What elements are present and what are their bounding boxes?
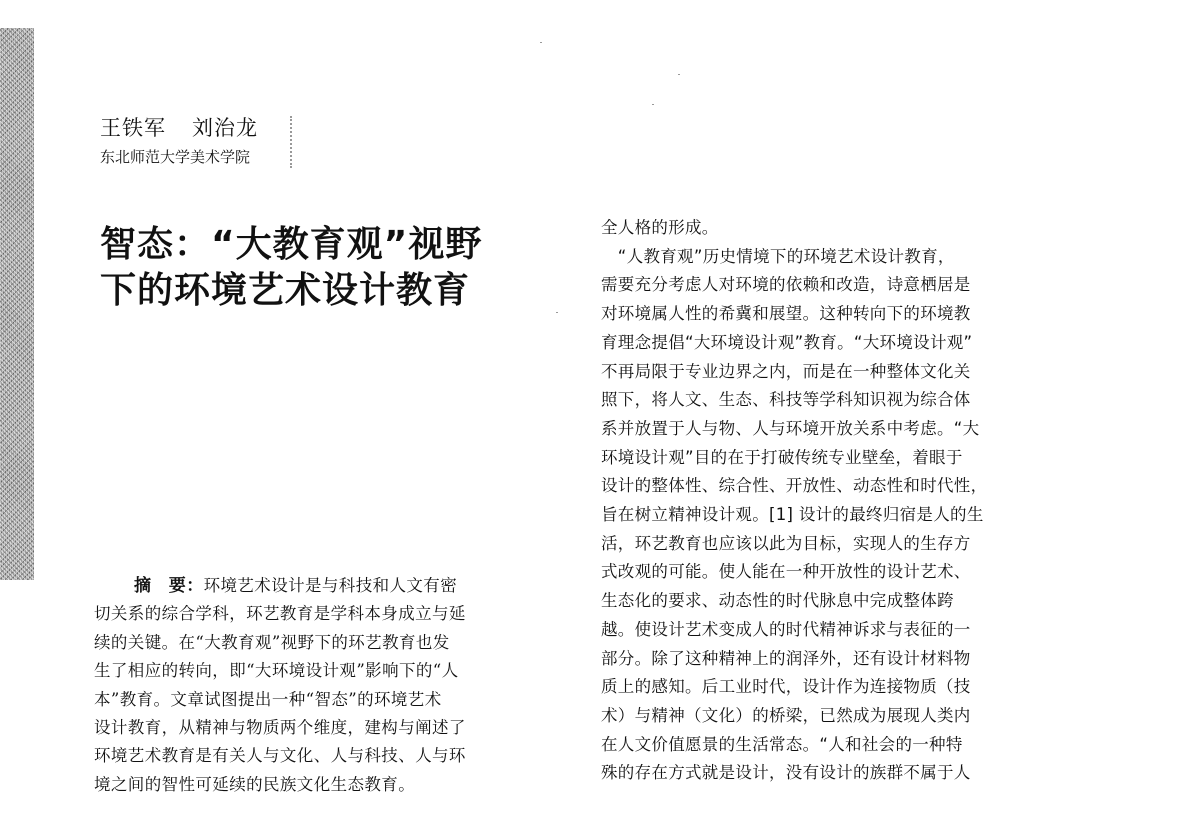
abstract-line: 本”教育。文章试图提出一种“智态”的环境艺术 <box>94 689 442 709</box>
title-line: 下的环境艺术设计教育 <box>100 270 471 311</box>
body-line: 旨在树立精神设计观。[1] 设计的最终归宿是人的生 <box>601 505 984 525</box>
body-line: 育理念提倡“大环境设计观”教育。“大环境设计观” <box>601 332 973 352</box>
body-line: 环境设计观”目的在于打破传统专业壁垒，着眼于 <box>601 447 963 467</box>
abstract-line: 设计教育，从精神与物质两个维度，建构与阐述了 <box>94 718 466 738</box>
body-line: 设计的整体性、综合性、开放性、动态性和时代性， <box>601 476 988 496</box>
abstract-line: 生了相应的转向，即“大环境设计观”影响下的“人 <box>94 661 459 681</box>
body-line: 生态化的要求、动态性的时代脉息中完成整体跨 <box>601 591 954 611</box>
dotted-separator <box>290 116 293 168</box>
scan-speck <box>540 42 542 43</box>
body-line: 式改观的可能。使人能在一种开放性的设计艺术、 <box>601 562 971 582</box>
body-line: 活，环艺教育也应该以此为目标，实现人的生存方 <box>601 533 971 553</box>
body-line: 需要充分考虑人对环境的依赖和改造，诗意栖居是 <box>601 275 971 295</box>
body-line: “人教育观”历史情境下的环境艺术设计教育， <box>601 246 955 266</box>
author-name: 刘治龙 <box>192 116 258 140</box>
body-line: 殊的存在方式就是设计，没有设计的族群不属于人 <box>601 763 971 783</box>
abstract-line: 切关系的综合学科，环艺教育是学科本身成立与延 <box>94 604 466 624</box>
author-name: 王铁军 <box>100 116 166 140</box>
abstract-line: 环境艺术教育是有关人与文化、人与科技、人与环 <box>94 746 466 766</box>
article-title <box>100 222 560 314</box>
scan-speck <box>678 74 680 75</box>
body-line: 术）与精神（文化）的桥梁，已然成为展现人类内 <box>601 705 971 725</box>
abstract-line: 境之间的智性可延续的民族文化生态教育。 <box>94 774 416 794</box>
abstract-line <box>94 572 546 600</box>
body-line: 对环境属人性的希冀和展望。这种转向下的环境教 <box>601 304 971 324</box>
abstract-label: 摘 要： <box>134 576 204 596</box>
body-line: 照下，将人文、生态、科技等学科知识视为综合体 <box>601 390 971 410</box>
body-line: 不再局限于专业边界之内，而是在一种整体文化关 <box>601 361 971 381</box>
body-line: 质上的感知。后工业时代，设计作为连接物质（技 <box>601 677 971 697</box>
authors <box>100 112 258 142</box>
abstract <box>94 572 546 799</box>
scan-speck <box>652 104 654 105</box>
title-line: 智态：“大教育观”视野 <box>100 224 483 265</box>
body-line: 越。使设计艺术变成人的时代精神诉求与表征的一 <box>601 619 971 639</box>
body-line: 全人格的形成。 <box>601 218 719 237</box>
body-line: 在人文价值愿景的生活常态。“人和社会的一种特 <box>601 734 963 754</box>
body-line: 系并放置于人与物、人与环境开放关系中考虑。“大 <box>601 418 980 438</box>
abstract-line: 续的关键。在“大教育观”视野下的环艺教育也发 <box>94 632 450 652</box>
body-text-column <box>601 214 1053 788</box>
affiliation: 东北师范大学美术学院 <box>100 148 251 166</box>
scanned-binding-edge <box>0 28 34 580</box>
body-line: 部分。除了这种精神上的润泽外，还有设计材料物 <box>601 648 971 668</box>
abstract-text: 环境艺术设计是与科技和人文有密 <box>203 576 458 595</box>
